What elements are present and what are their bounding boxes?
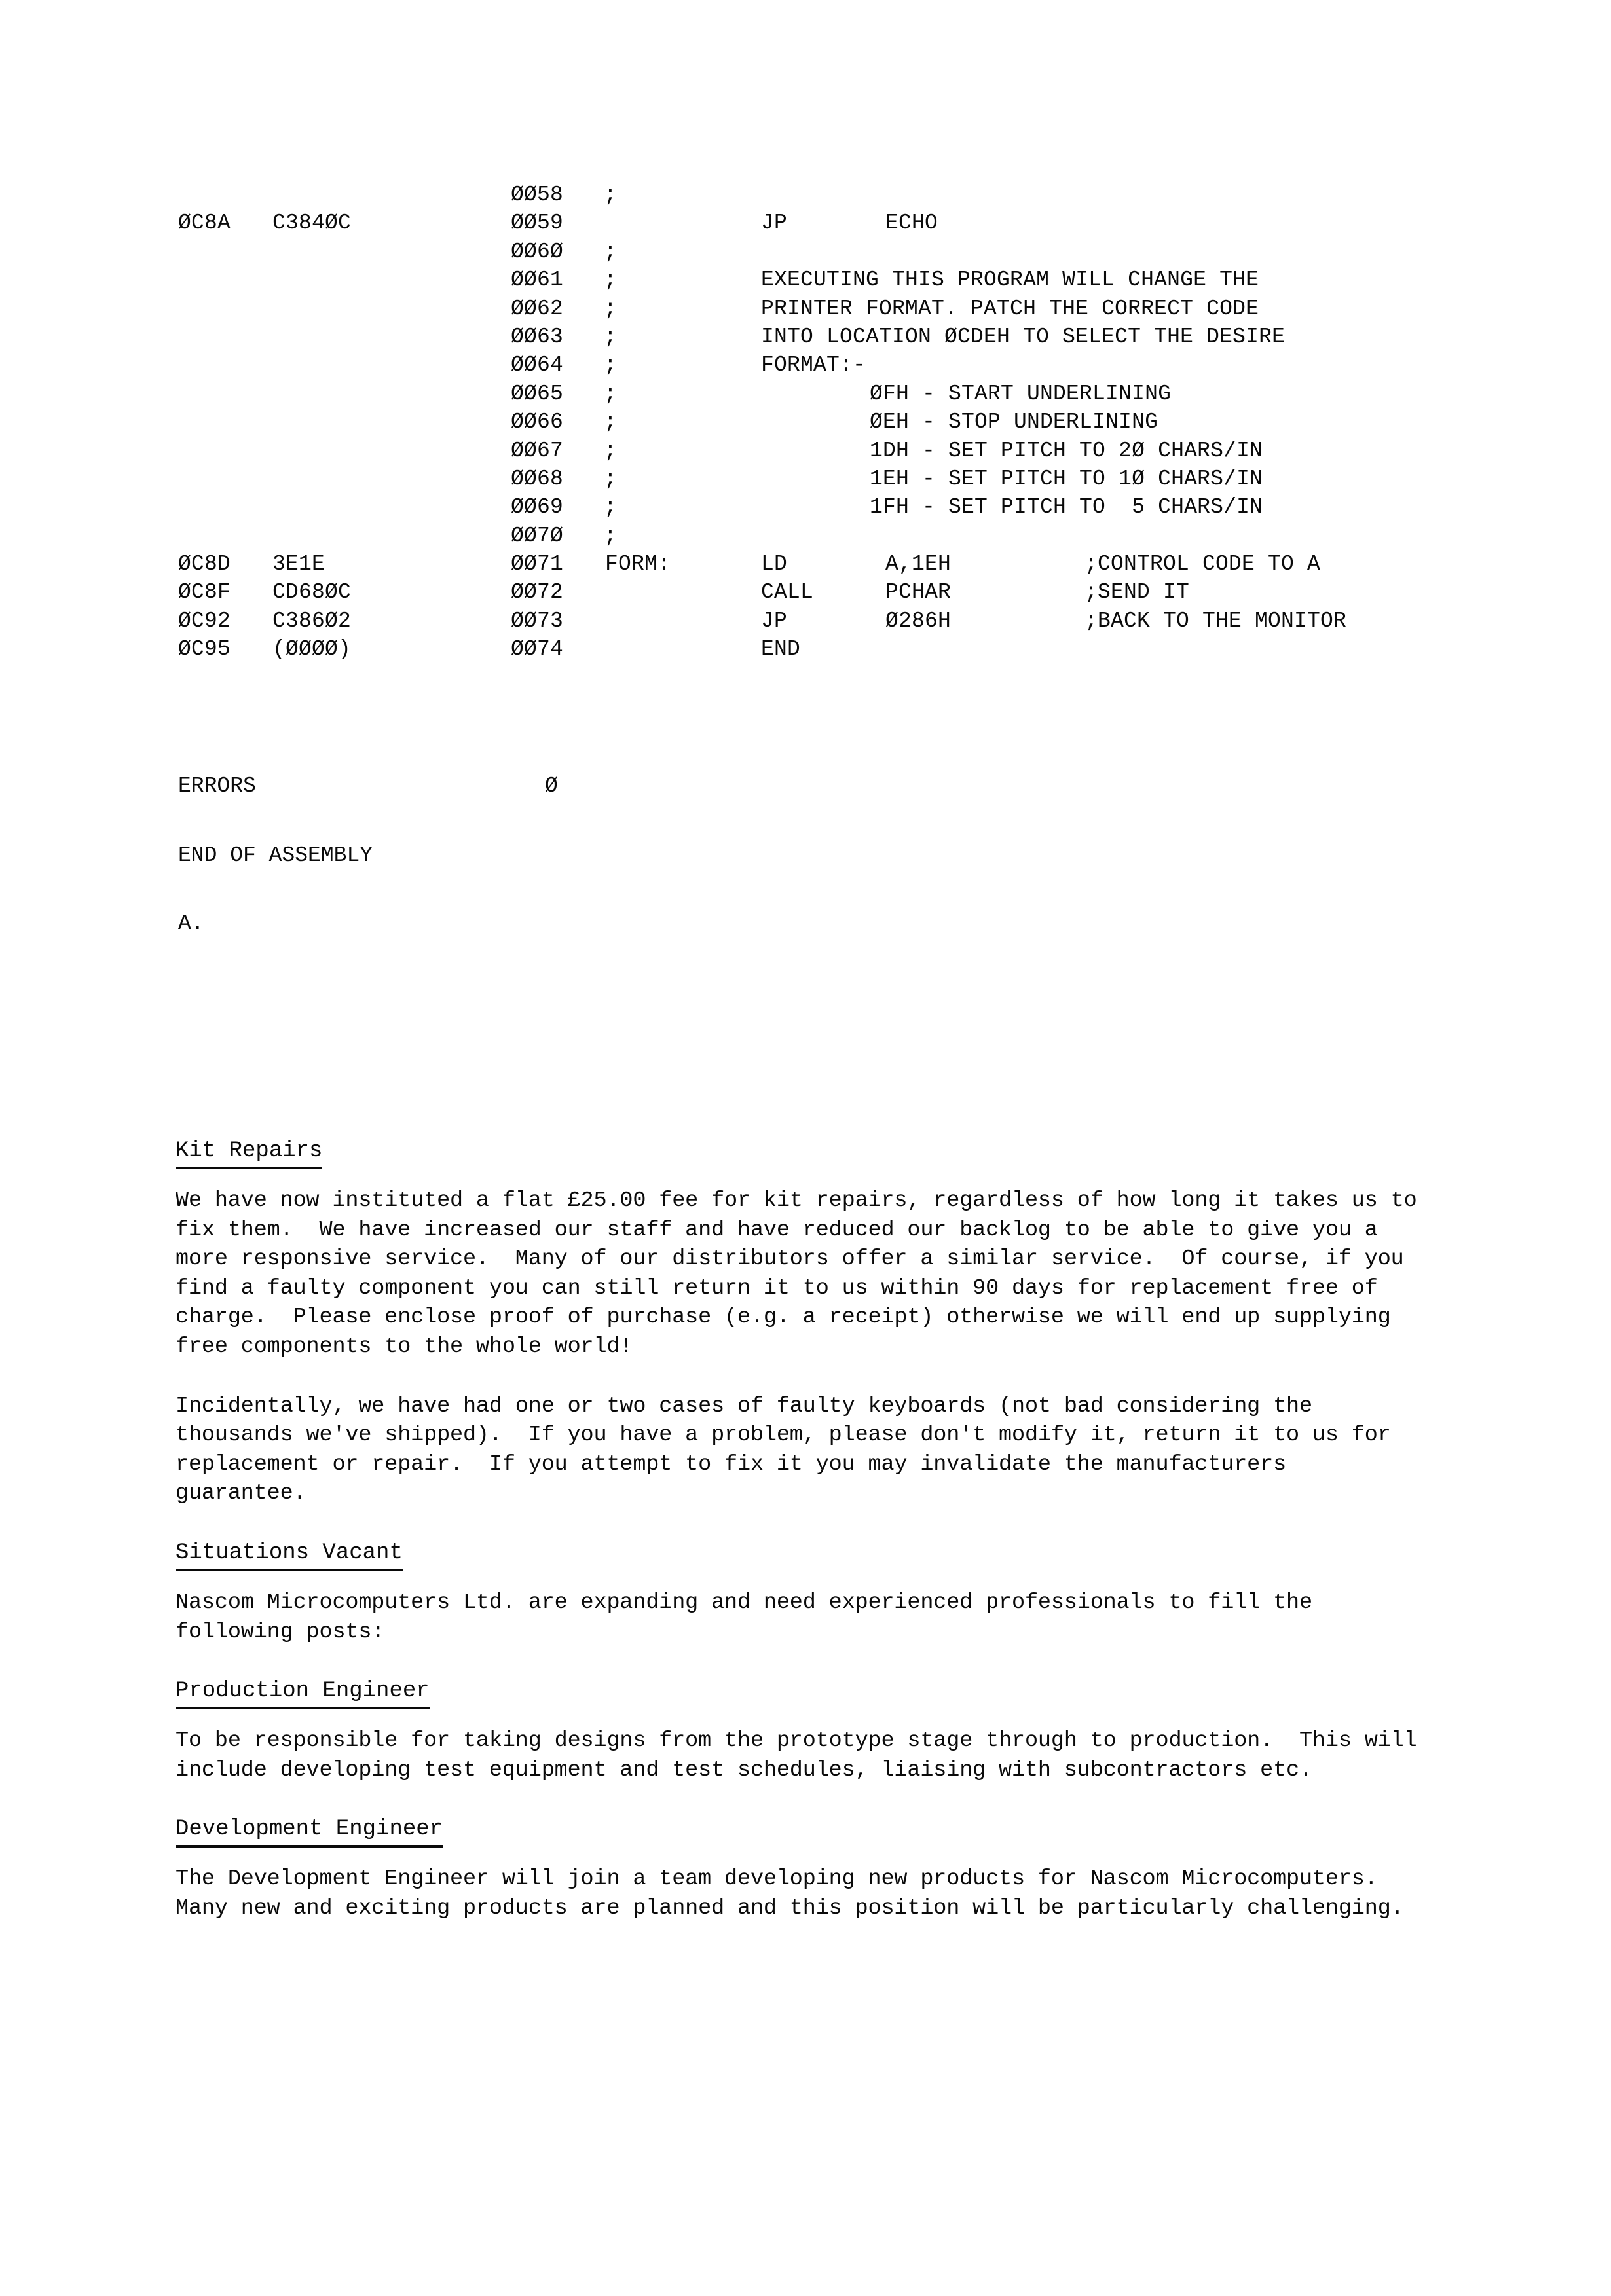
section-heading: Kit Repairs [176, 1137, 322, 1169]
section-heading: Situations Vacant [176, 1539, 403, 1571]
article-section [176, 1815, 1420, 1923]
semi: ; [604, 353, 618, 378]
listing-row [178, 351, 1527, 379]
seq: ØØ62 [511, 296, 564, 321]
semi: ; [604, 381, 618, 406]
seq: ØØ59 [511, 211, 564, 236]
obj: 3E1E [272, 552, 325, 577]
mnemonic: END [761, 637, 801, 662]
listing-row [178, 295, 1527, 323]
block: EXECUTING THIS PROGRAM WILL CHANGE THE [761, 268, 1259, 293]
obj: C384ØC [272, 211, 352, 236]
comment: ;SEND IT [1084, 580, 1190, 605]
section-heading-wrapper [176, 1677, 1420, 1726]
comment: ;BACK TO THE MONITOR [1084, 608, 1347, 633]
seq: ØØ66 [511, 410, 564, 435]
block2: ØFH - START UNDERLINING [870, 381, 1172, 406]
seq: ØØ7Ø [511, 523, 564, 548]
section-heading-wrapper [176, 1137, 1420, 1186]
seq: ØØ58 [511, 183, 564, 207]
comment: ;CONTROL CODE TO A [1084, 552, 1321, 577]
end-of-assembly-text: END OF ASSEMBLY [178, 843, 373, 867]
article-section [176, 1677, 1430, 1785]
seq: ØØ64 [511, 353, 564, 378]
seq: ØØ63 [511, 324, 564, 349]
listing-row [178, 550, 1527, 578]
semi: ; [604, 183, 618, 207]
paragraph: The Development Engineer will join a team developing new products for Nascom Microcomputers. Many new and exciting products are planned and this position will be particularly challenging. [176, 1867, 1404, 1921]
paragraph: To be responsible for taking designs from the prototype stage through to production. This will include developing test equipment and test schedules, liaising with subcontractors etc. [176, 1728, 1430, 1783]
article-section [176, 1137, 1430, 1508]
operand: Ø286H [885, 608, 952, 633]
mnemonic: JP [761, 211, 788, 236]
errors-count: Ø [545, 774, 558, 798]
seq: ØØ65 [511, 381, 564, 406]
block2: 1EH - SET PITCH TO 1Ø CHARS/IN [870, 466, 1263, 491]
seq: ØØ71 [511, 552, 564, 577]
article-section [176, 1539, 1420, 1647]
section-heading-wrapper [176, 1539, 1420, 1588]
semi: ; [604, 438, 618, 463]
listing-row [178, 238, 1527, 266]
paragraph: Incidentally, we have had one or two cases of faulty keyboards (not bad considering the thousands we've shipped). If you have a problem, please don't modify it, return it to us for replacement or repair. If you attempt to fix it you may invalidate the manufacturers guarantee. [176, 1393, 1404, 1506]
label: FORM: [605, 552, 671, 577]
block: PRINTER FORMAT. PATCH THE CORRECT CODE [761, 296, 1259, 321]
obj: CD68ØC [272, 580, 352, 605]
listing-row [178, 607, 1527, 635]
obj: C386Ø2 [272, 608, 352, 633]
section-heading-wrapper [176, 1815, 1420, 1865]
seq: ØØ61 [511, 268, 564, 293]
seq: ØØ6Ø [511, 239, 564, 264]
semi: ; [604, 495, 618, 520]
listing-row [178, 437, 1527, 465]
listing-row [178, 181, 1527, 209]
seq: ØØ68 [511, 466, 564, 491]
operand: PCHAR [885, 580, 952, 605]
addr: ØC8A [178, 211, 231, 236]
semi: ; [604, 296, 618, 321]
block: INTO LOCATION ØCDEH TO SELECT THE DESIRE [761, 324, 1286, 349]
listing-row [178, 209, 1527, 237]
listing-row [178, 522, 1527, 550]
obj: (ØØØØ) [272, 637, 352, 662]
mnemonic: JP [761, 608, 788, 633]
mnemonic: LD [761, 552, 788, 577]
paragraph: Nascom Microcomputers Ltd. are expanding and need experienced professionals to fill the following posts: [176, 1590, 1325, 1645]
operand: ECHO [885, 211, 938, 236]
listing-row [178, 465, 1527, 493]
listing-row [178, 380, 1527, 408]
block2: ØEH - STOP UNDERLINING [870, 410, 1158, 435]
seq: ØØ72 [511, 580, 564, 605]
assembly-listing [178, 181, 1527, 664]
addr: ØC95 [178, 637, 231, 662]
article-body [176, 1137, 1430, 1954]
section-heading: Development Engineer [176, 1815, 443, 1848]
semi: ; [604, 523, 618, 548]
block: FORMAT:- [761, 353, 866, 378]
addr: ØC92 [178, 608, 231, 633]
listing-row [178, 635, 1527, 663]
errors-label: ERRORS [178, 774, 256, 798]
semi: ; [604, 239, 618, 264]
paragraph: We have now instituted a flat £25.00 fee for kit repairs, regardless of how long it takes us to fix them. We have increased our staff and have reduced our backlog to be able to give you a more responsive service. Many of our distributors offer a similar service. Of course, if you find a faulty component you can still return it to us within 90 days for replacement free of charge. Please enclose proof of purchase (e.g. a receipt) otherwise we will end up supplying free components to the whole world! [176, 1188, 1430, 1359]
listing-row [178, 578, 1527, 606]
semi: ; [604, 466, 618, 491]
semi: ; [604, 268, 618, 293]
seq: ØØ74 [511, 637, 564, 662]
seq: ØØ69 [511, 495, 564, 520]
block2: 1DH - SET PITCH TO 2Ø CHARS/IN [870, 438, 1263, 463]
operand: A,1EH [885, 552, 952, 577]
author-signature: A. [178, 911, 204, 936]
section-heading: Production Engineer [176, 1677, 430, 1709]
seq: ØØ67 [511, 438, 564, 463]
listing-row [178, 266, 1527, 294]
seq: ØØ73 [511, 608, 564, 633]
block2: 1FH - SET PITCH TO 5 CHARS/IN [870, 495, 1263, 520]
listing-row [178, 493, 1527, 521]
semi: ; [604, 410, 618, 435]
addr: ØC8F [178, 580, 231, 605]
listing-row [178, 323, 1527, 351]
listing-row [178, 408, 1527, 436]
mnemonic: CALL [761, 580, 814, 605]
addr: ØC8D [178, 552, 231, 577]
semi: ; [604, 324, 618, 349]
